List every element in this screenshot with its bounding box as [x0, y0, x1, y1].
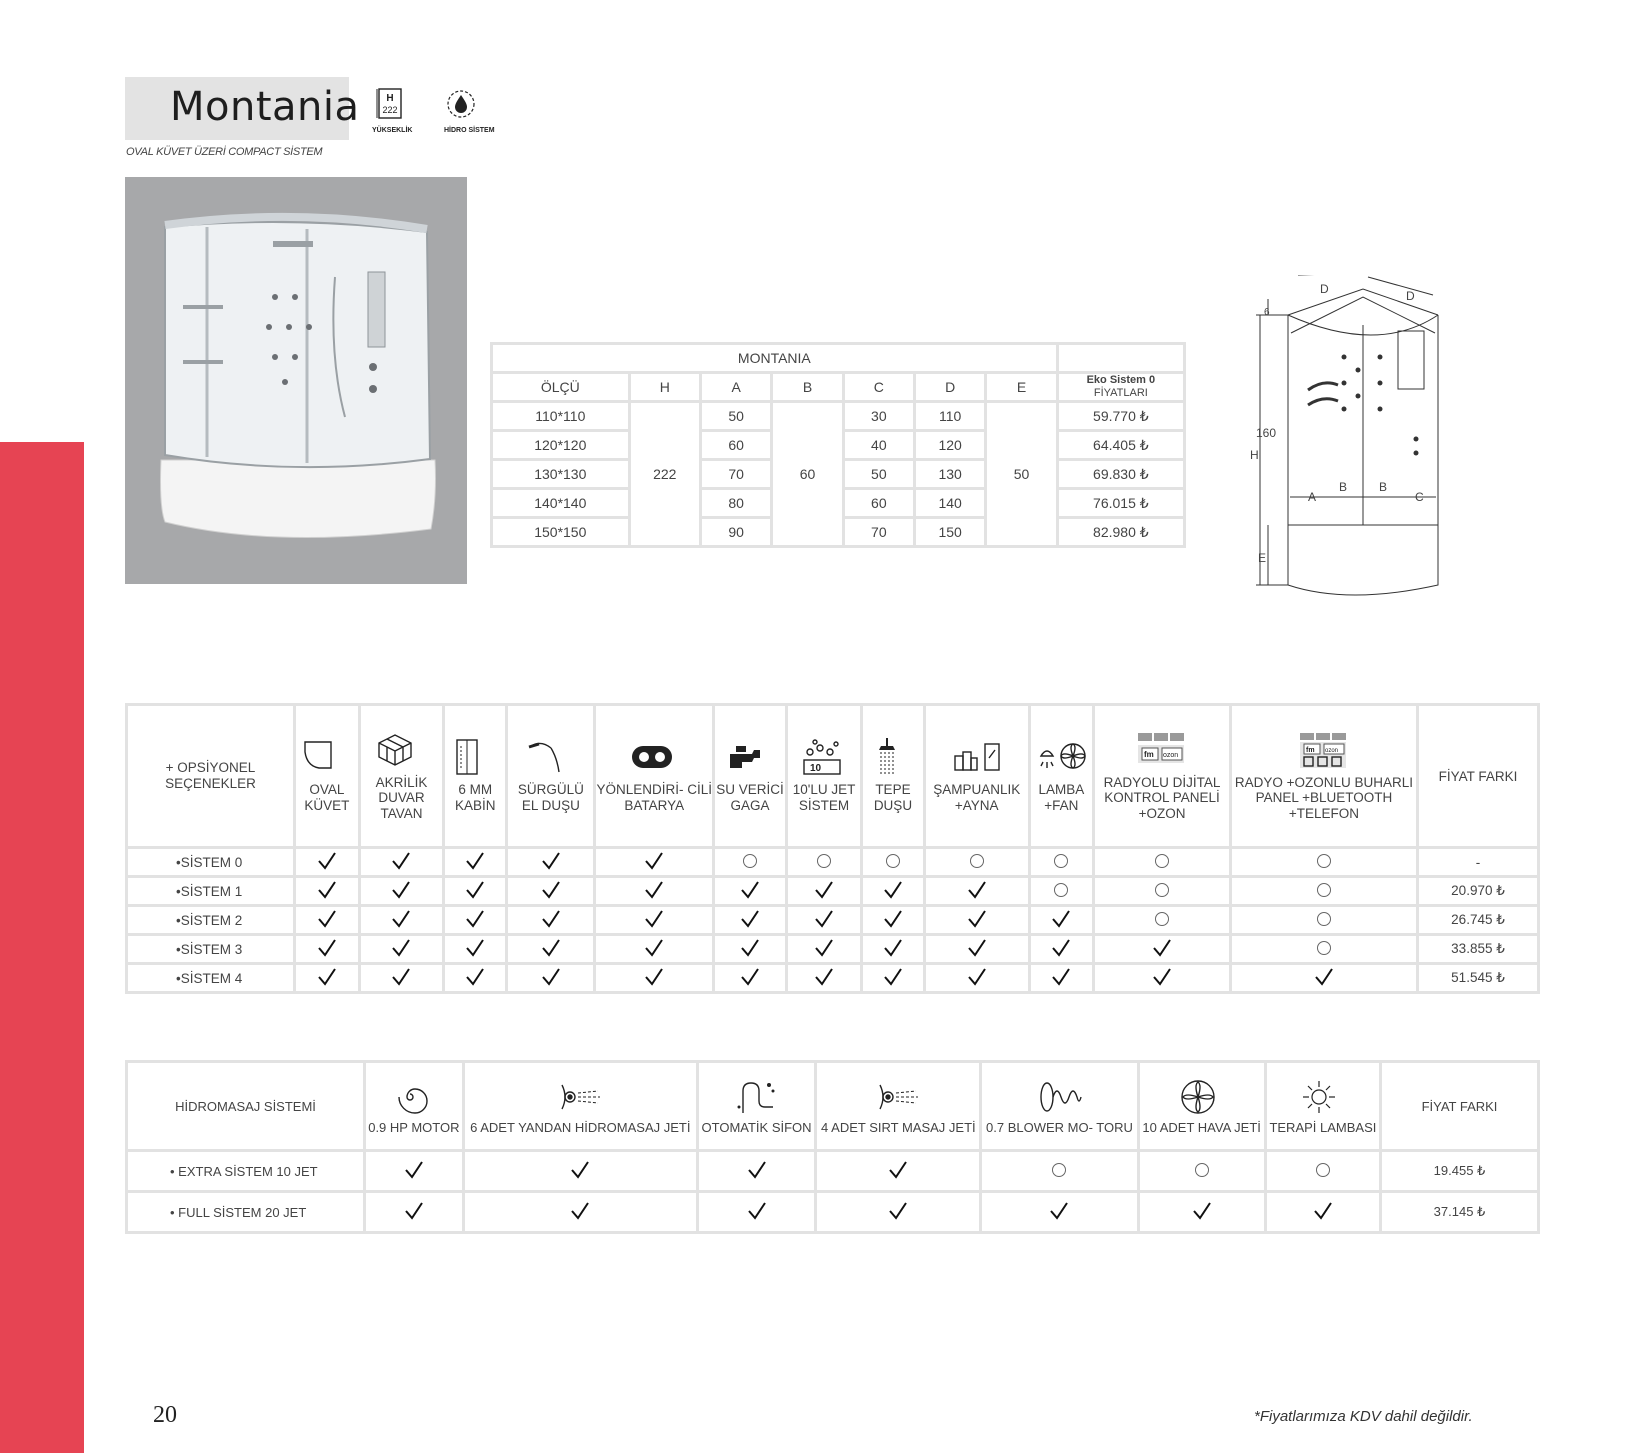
opt-row-price: 20.970 ₺	[1419, 878, 1537, 904]
size-cell-d: 140	[916, 490, 984, 516]
included-check-icon	[445, 878, 505, 904]
svg-text:ozon: ozon	[1163, 751, 1179, 759]
not-included-circle-icon	[1140, 1152, 1264, 1190]
size-cell-d: 130	[916, 461, 984, 487]
size-cell-c: 60	[845, 490, 913, 516]
included-check-icon	[296, 936, 358, 962]
radio-steam-panel-icon	[1298, 731, 1350, 769]
col-d: D	[916, 374, 984, 400]
size-table-title: MONTANIA	[493, 345, 1056, 371]
included-check-icon	[982, 1193, 1136, 1231]
options-header-row	[128, 706, 1537, 846]
motor-swirl-icon	[390, 1077, 438, 1115]
hm-feature-1	[465, 1063, 696, 1149]
shampoo-mirror-icon	[951, 738, 1003, 776]
product-subtitle: OVAL KÜVET ÜZERİ COMPACT SİSTEM	[126, 146, 323, 158]
diagram-label-d2: D	[1406, 289, 1415, 303]
included-check-icon	[508, 907, 593, 933]
hm-feature-6	[1267, 1063, 1379, 1149]
opt-feature-10	[1095, 706, 1229, 846]
opt-feature-label: RADYO +OZONLU BUHARLI PANEL +BLUETOOTH +TELEFON	[1234, 774, 1414, 821]
included-check-icon	[699, 1193, 814, 1231]
product-title: Montania	[170, 84, 360, 130]
diagram-label-b2: B	[1379, 480, 1388, 494]
svg-text:fm: fm	[1305, 746, 1315, 754]
included-check-icon	[361, 878, 443, 904]
diagram-label-h: H	[1250, 448, 1259, 462]
size-cell-size: 150*150	[493, 519, 628, 545]
lamp-fan-icon	[1035, 738, 1087, 776]
opt-row-label: •SİSTEM 2	[128, 907, 293, 933]
included-check-icon	[296, 965, 358, 991]
size-cell-size: 110*110	[493, 403, 628, 429]
included-check-icon	[1031, 936, 1093, 962]
ten-jets-icon	[798, 738, 850, 776]
size-table-body	[493, 403, 1183, 545]
side-jet-icon	[556, 1077, 604, 1115]
included-check-icon	[596, 907, 712, 933]
included-check-icon	[1267, 1193, 1379, 1231]
opt-row-price: 51.545 ₺	[1419, 965, 1537, 991]
opt-row	[128, 849, 1537, 875]
opt-row-price: 33.855 ₺	[1419, 936, 1537, 962]
diagram-label-d1: D	[1320, 282, 1329, 296]
opt-feature-9	[1031, 706, 1093, 846]
included-check-icon	[863, 936, 923, 962]
hydro-table-body	[128, 1152, 1537, 1231]
opt-feature-label: RADYOLU DİJİTAL KONTROL PANELİ +OZON	[1103, 774, 1221, 821]
hydro-table	[125, 1060, 1540, 1234]
opt-row	[128, 878, 1537, 904]
hm-feature-label: TERAPİ LAMBASI	[1269, 1119, 1377, 1135]
svg-text:fm: fm	[1144, 749, 1154, 759]
size-cell-d: 150	[916, 519, 984, 545]
included-check-icon	[596, 849, 712, 875]
height-badge	[372, 88, 413, 134]
hm-row	[128, 1193, 1537, 1231]
not-included-circle-icon	[982, 1152, 1136, 1190]
included-check-icon	[445, 936, 505, 962]
size-cell-d: 120	[916, 432, 984, 458]
not-included-circle-icon	[863, 849, 923, 875]
col-price	[1059, 374, 1183, 400]
opt-feature-11	[1232, 706, 1416, 846]
size-cell-d: 110	[916, 403, 984, 429]
height-222-icon	[375, 88, 403, 120]
diverter-mixer-icon	[628, 738, 680, 776]
included-check-icon	[926, 907, 1028, 933]
included-check-icon	[366, 1193, 462, 1231]
therapy-lamp-icon	[1299, 1077, 1347, 1115]
hm-feature-label: 0.7 BLOWER MO- TORU	[986, 1119, 1133, 1135]
price-header-line1: Eko Sistem 0	[1086, 374, 1156, 386]
opt-feature-2	[445, 706, 505, 846]
included-check-icon	[1095, 965, 1229, 991]
opt-feature-4	[596, 706, 712, 846]
included-check-icon	[699, 1152, 814, 1190]
included-check-icon	[596, 878, 712, 904]
not-included-circle-icon	[1232, 936, 1416, 962]
hm-feature-label: OTOMATİK SİFON	[701, 1119, 812, 1135]
included-check-icon	[1031, 965, 1093, 991]
options-header-label: + OPSİYONEL SEÇENEKLER	[128, 706, 293, 846]
opt-feature-label: SU VERİCİ GAGA	[716, 782, 784, 813]
size-cell-b: 60	[773, 403, 841, 545]
product-photo	[125, 177, 467, 584]
opt-row-label: •SİSTEM 0	[128, 849, 293, 875]
size-cell-a: 70	[702, 461, 770, 487]
size-cell-price: 69.830 ₺	[1059, 461, 1183, 487]
included-check-icon	[596, 936, 712, 962]
included-check-icon	[1031, 907, 1093, 933]
included-check-icon	[296, 878, 358, 904]
footnote: *Fiyatlarımıza KDV dahil değildir.	[1254, 1408, 1473, 1425]
col-c: C	[845, 374, 913, 400]
opt-row-price: 26.745 ₺	[1419, 907, 1537, 933]
opt-row	[128, 936, 1537, 962]
size-cell-a: 80	[702, 490, 770, 516]
included-check-icon	[926, 936, 1028, 962]
svg-text:222: 222	[382, 105, 398, 115]
included-check-icon	[788, 878, 860, 904]
dimension-diagram	[1228, 275, 1468, 610]
included-check-icon	[508, 849, 593, 875]
opt-feature-label: LAMBA +FAN	[1038, 782, 1085, 813]
not-included-circle-icon	[926, 849, 1028, 875]
not-included-circle-icon	[1267, 1152, 1379, 1190]
oval-tub-icon	[301, 738, 353, 776]
included-check-icon	[465, 1152, 696, 1190]
included-check-icon	[361, 965, 443, 991]
hm-feature-label: 0.9 HP MOTOR	[368, 1119, 460, 1135]
air-jet-icon	[1178, 1077, 1226, 1115]
included-check-icon	[366, 1152, 462, 1190]
included-check-icon	[1140, 1193, 1264, 1231]
hm-price-header: FİYAT FARKI	[1382, 1063, 1537, 1149]
included-check-icon	[1095, 936, 1229, 962]
opt-feature-label: YÖNLENDİRİ- CİLİ BATARYA	[596, 782, 712, 813]
included-check-icon	[361, 936, 443, 962]
size-cell-a: 50	[702, 403, 770, 429]
size-cell-size: 130*130	[493, 461, 628, 487]
opt-feature-1	[361, 706, 443, 846]
col-b: B	[773, 374, 841, 400]
col-a: A	[702, 374, 770, 400]
hm-feature-label: 6 ADET YANDAN HİDROMASAJ JETİ	[470, 1119, 691, 1135]
size-cell-size: 120*120	[493, 432, 628, 458]
size-cell-c: 70	[845, 519, 913, 545]
included-check-icon	[445, 849, 505, 875]
included-check-icon	[596, 965, 712, 991]
size-cell-price: 64.405 ₺	[1059, 432, 1183, 458]
included-check-icon	[788, 936, 860, 962]
diagram-label-e: E	[1258, 551, 1267, 565]
included-check-icon	[817, 1193, 979, 1231]
col-e: E	[987, 374, 1055, 400]
size-cell-c: 50	[845, 461, 913, 487]
size-cell-price: 82.980 ₺	[1059, 519, 1183, 545]
included-check-icon	[508, 936, 593, 962]
hydro-header-label: HİDROMASAJ SİSTEMİ	[128, 1063, 363, 1149]
included-check-icon	[788, 965, 860, 991]
price-header-line2: FİYATLARI	[1093, 387, 1148, 400]
included-check-icon	[361, 849, 443, 875]
opt-feature-label: AKRİLİK DUVAR TAVAN	[375, 774, 428, 821]
not-included-circle-icon	[715, 849, 785, 875]
svg-text:10: 10	[810, 763, 822, 775]
hm-row-price: 37.145 ₺	[1382, 1193, 1537, 1231]
hm-feature-5	[1140, 1063, 1264, 1149]
hm-feature-4	[982, 1063, 1136, 1149]
hm-row-price: 19.455 ₺	[1382, 1152, 1537, 1190]
back-jet-icon	[874, 1077, 922, 1115]
included-check-icon	[508, 878, 593, 904]
page-number: 20	[153, 1402, 177, 1428]
size-cell-e: 50	[987, 403, 1055, 545]
included-check-icon	[445, 907, 505, 933]
opt-feature-label: 6 MM KABİN	[455, 782, 496, 813]
siphon-icon	[733, 1077, 781, 1115]
not-included-circle-icon	[1095, 849, 1229, 875]
opt-feature-5	[715, 706, 785, 846]
size-cell-h: 222	[631, 403, 699, 545]
not-included-circle-icon	[1232, 878, 1416, 904]
sliding-hand-shower-icon	[525, 738, 577, 776]
not-included-circle-icon	[1031, 849, 1093, 875]
included-check-icon	[715, 907, 785, 933]
diagram-label-a: A	[1308, 490, 1317, 504]
opt-feature-3	[508, 706, 593, 846]
hm-row-label: • FULL SİSTEM 20 JET	[128, 1193, 363, 1231]
size-cell-a: 60	[702, 432, 770, 458]
opt-feature-label: TEPE DUŞU	[873, 782, 913, 813]
diagram-label-g: 6	[1264, 307, 1270, 318]
size-cell-c: 40	[845, 432, 913, 458]
not-included-circle-icon	[1232, 907, 1416, 933]
diagram-label-c: C	[1415, 490, 1424, 504]
opt-feature-6	[788, 706, 860, 846]
size-cell-size: 140*140	[493, 490, 628, 516]
col-size: ÖLÇÜ	[493, 374, 628, 400]
svg-text:ozon: ozon	[1324, 747, 1338, 754]
included-check-icon	[508, 965, 593, 991]
opt-row-label: •SİSTEM 4	[128, 965, 293, 991]
included-check-icon	[361, 907, 443, 933]
diagram-label-b1: B	[1339, 480, 1348, 494]
opt-row	[128, 907, 1537, 933]
included-check-icon	[296, 907, 358, 933]
hm-feature-2	[699, 1063, 814, 1149]
col-h: H	[631, 374, 699, 400]
opt-feature-label: OVAL KÜVET	[304, 782, 350, 813]
not-included-circle-icon	[788, 849, 860, 875]
spout-icon	[724, 738, 776, 776]
opt-feature-8	[926, 706, 1028, 846]
opt-price-header: FİYAT FARKI	[1419, 706, 1537, 846]
included-check-icon	[863, 878, 923, 904]
included-check-icon	[445, 965, 505, 991]
included-check-icon	[465, 1193, 696, 1231]
included-check-icon	[296, 849, 358, 875]
opt-feature-label: ŞAMPUANLIK +AYNA	[933, 782, 1021, 813]
opt-feature-label: 10'LU JET SİSTEM	[792, 782, 856, 813]
size-cell-price: 76.015 ₺	[1059, 490, 1183, 516]
opt-feature-7	[863, 706, 923, 846]
hm-row	[128, 1152, 1537, 1190]
opt-row	[128, 965, 1537, 991]
acrylic-wall-ceiling-icon	[375, 731, 427, 769]
hm-feature-0	[366, 1063, 462, 1149]
size-cell-price: 59.770 ₺	[1059, 403, 1183, 429]
included-check-icon	[817, 1152, 979, 1190]
glass-cabin-icon	[449, 738, 501, 776]
hydro-badge-caption: HİDRO SİSTEM	[444, 127, 495, 134]
included-check-icon	[926, 965, 1028, 991]
opt-row-label: •SİSTEM 3	[128, 936, 293, 962]
size-cell-c: 30	[845, 403, 913, 429]
opt-row-label: •SİSTEM 1	[128, 878, 293, 904]
diagram-label-total: 160	[1256, 426, 1277, 440]
blower-motor-icon	[1035, 1077, 1083, 1115]
options-table-body	[128, 849, 1537, 991]
opt-row-price: -	[1419, 849, 1537, 875]
hm-feature-label: 4 ADET SIRT MASAJ JETİ	[821, 1119, 976, 1135]
included-check-icon	[715, 965, 785, 991]
opt-feature-0	[296, 706, 358, 846]
radio-panel-icon	[1136, 731, 1188, 769]
opt-feature-label: SÜRGÜLÜ EL DUŞU	[517, 782, 584, 813]
included-check-icon	[715, 936, 785, 962]
hydro-system-icon	[445, 88, 477, 120]
overhead-shower-icon	[867, 738, 919, 776]
included-check-icon	[788, 907, 860, 933]
size-table	[490, 342, 1186, 548]
hydro-header-row	[128, 1063, 1537, 1149]
not-included-circle-icon	[1095, 878, 1229, 904]
not-included-circle-icon	[1095, 907, 1229, 933]
included-check-icon	[863, 907, 923, 933]
not-included-circle-icon	[1031, 878, 1093, 904]
hm-feature-label: 10 ADET HAVA JETİ	[1142, 1119, 1261, 1135]
included-check-icon	[926, 878, 1028, 904]
hydro-badge	[444, 88, 495, 134]
not-included-circle-icon	[1232, 849, 1416, 875]
side-accent-bar	[0, 442, 84, 1453]
size-cell-a: 90	[702, 519, 770, 545]
included-check-icon	[863, 965, 923, 991]
hm-row-label: • EXTRA SİSTEM 10 JET	[128, 1152, 363, 1190]
included-check-icon	[715, 878, 785, 904]
size-row	[493, 403, 1183, 429]
hm-feature-3	[817, 1063, 979, 1149]
options-table	[125, 703, 1540, 994]
height-badge-caption: YÜKSEKLİK	[372, 127, 413, 134]
included-check-icon	[1232, 965, 1416, 991]
svg-text:H: H	[386, 93, 394, 104]
